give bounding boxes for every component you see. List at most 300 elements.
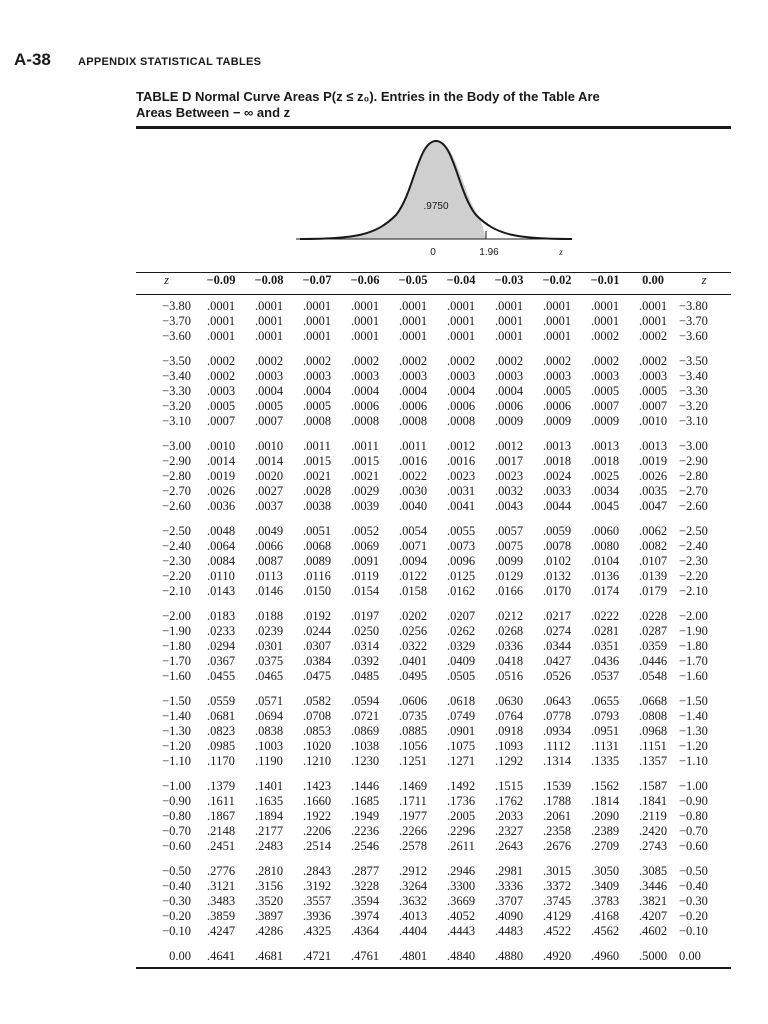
area-cell: .4168 [590, 909, 620, 923]
area-cell: .0040 [398, 499, 428, 513]
row-z-label-right: −3.80 [679, 299, 708, 313]
row-z-label: −3.00 [162, 439, 191, 453]
area-cell: .1841 [638, 794, 668, 808]
area-cell: .0735 [398, 709, 428, 723]
row-z-label: −2.40 [162, 539, 191, 553]
area-cell: .0132 [542, 569, 572, 583]
row-z-label-right: −1.10 [679, 754, 708, 768]
area-cell: .3483 [206, 894, 236, 908]
area-cell: .0170 [542, 584, 572, 598]
area-cell: .0047 [638, 499, 668, 513]
area-cell: .0694 [254, 709, 284, 723]
row-z-label: −0.50 [162, 864, 191, 878]
area-cell: .0009 [590, 414, 620, 428]
area-cell: .1587 [638, 779, 668, 793]
area-cell: .0001 [590, 299, 620, 313]
area-cell: .4443 [446, 924, 476, 938]
row-z-label-right: −3.00 [679, 439, 708, 453]
table-body [136, 291, 731, 964]
table-row [136, 909, 731, 924]
area-cell: .0001 [494, 329, 524, 343]
area-cell: .0043 [494, 499, 524, 513]
area-cell: .4721 [302, 949, 332, 963]
row-z-label-right: 0.00 [679, 949, 701, 963]
area-cell: .0505 [446, 669, 476, 683]
area-cell: .0052 [350, 524, 380, 538]
area-cell: .0002 [206, 369, 236, 383]
area-cell: .1075 [446, 739, 476, 753]
area-cell: .4522 [542, 924, 572, 938]
area-cell: .0020 [254, 469, 284, 483]
area-cell: .0307 [302, 639, 332, 653]
area-cell: .4207 [638, 909, 668, 923]
area-cell: .0055 [446, 524, 476, 538]
area-label: .9750 [423, 201, 449, 212]
area-cell: .0033 [542, 484, 572, 498]
area-cell: .0021 [350, 469, 380, 483]
area-cell: .0014 [254, 454, 284, 468]
area-cell: .0268 [494, 624, 524, 638]
area-cell: .4602 [638, 924, 668, 938]
area-cell: .2033 [494, 809, 524, 823]
row-z-label-right: −1.70 [679, 654, 708, 668]
table-row [136, 839, 731, 854]
table-row [136, 539, 731, 554]
row-z-label: −3.30 [162, 384, 191, 398]
column-header: −0.09 [206, 272, 236, 287]
table-row [136, 554, 731, 569]
area-cell: .0001 [254, 329, 284, 343]
row-z-label: −1.30 [162, 724, 191, 738]
area-cell: .2743 [638, 839, 668, 853]
area-cell: .3897 [254, 909, 284, 923]
row-z-label: −0.60 [162, 839, 191, 853]
area-cell: .0006 [446, 399, 476, 413]
area-cell: .0064 [206, 539, 236, 553]
area-cell: .0244 [302, 624, 332, 638]
area-cell: .0643 [542, 694, 572, 708]
area-cell: .0002 [638, 329, 668, 343]
area-cell: .0571 [254, 694, 284, 708]
row-z-label: −0.30 [162, 894, 191, 908]
area-cell: .1112 [543, 739, 571, 753]
area-cell: .0084 [206, 554, 236, 568]
area-cell: .0028 [302, 484, 332, 498]
row-z-label: −1.80 [162, 639, 191, 653]
area-cell: .0066 [254, 539, 284, 553]
area-cell: .0143 [206, 584, 236, 598]
area-cell: .0838 [254, 724, 284, 738]
column-header-row [136, 269, 731, 291]
table-row [136, 329, 731, 344]
area-cell: .0446 [638, 654, 668, 668]
area-cell: .1401 [254, 779, 284, 793]
area-cell: .2611 [447, 839, 475, 853]
area-cell: .0007 [206, 414, 236, 428]
area-cell: .0022 [398, 469, 428, 483]
area-cell: .0026 [638, 469, 668, 483]
area-cell: .0233 [206, 624, 236, 638]
row-z-label-right: −1.00 [679, 779, 708, 793]
row-z-label: −2.00 [162, 609, 191, 623]
table-title-line-1: TABLE D Normal Curve Areas P(z ≤ z₀). Entries in the Body of the Table Are [136, 89, 600, 104]
table-row [136, 609, 731, 624]
area-cell: .0250 [350, 624, 380, 638]
area-cell: .1190 [255, 754, 283, 768]
area-cell: .2546 [350, 839, 380, 853]
table-row [136, 499, 731, 514]
row-z-label-right: −1.30 [679, 724, 708, 738]
area-cell: .2877 [350, 864, 380, 878]
area-cell: .0934 [542, 724, 572, 738]
shaded-area [296, 141, 486, 239]
area-cell: .0001 [350, 314, 380, 328]
area-cell: .4761 [350, 949, 380, 963]
area-cell: .0001 [206, 299, 236, 313]
area-cell: .0016 [446, 454, 476, 468]
group-spacer-cell [136, 769, 731, 779]
area-cell: .4801 [398, 949, 428, 963]
area-cell: .0002 [590, 329, 620, 343]
area-cell: .0018 [590, 454, 620, 468]
area-cell: .0004 [398, 384, 428, 398]
area-cell: .0606 [398, 694, 428, 708]
area-cell: .0139 [638, 569, 668, 583]
area-cell: .0526 [542, 669, 572, 683]
row-z-label: −3.60 [162, 329, 191, 343]
table-row [136, 484, 731, 499]
area-cell: .0049 [254, 524, 284, 538]
area-cell: .0003 [446, 369, 476, 383]
area-cell: .2643 [494, 839, 524, 853]
area-cell: .3859 [206, 909, 236, 923]
area-cell: .1685 [350, 794, 380, 808]
row-z-label: −0.70 [162, 824, 191, 838]
area-cell: .0002 [206, 354, 236, 368]
running-head: APPENDIX STATISTICAL TABLES [78, 56, 262, 68]
table-row [136, 724, 731, 739]
area-cell: .0287 [638, 624, 668, 638]
row-z-label-right: −3.50 [679, 354, 708, 368]
area-cell: .2709 [590, 839, 620, 853]
area-cell: .2676 [542, 839, 572, 853]
area-cell: .0060 [590, 524, 620, 538]
row-z-label-right: −1.80 [679, 639, 708, 653]
area-cell: .0146 [254, 584, 284, 598]
area-cell: .0019 [638, 454, 668, 468]
area-cell: .0359 [638, 639, 668, 653]
area-cell: .0004 [254, 384, 284, 398]
row-z-label: −1.90 [162, 624, 191, 638]
row-z-label: 0.00 [169, 949, 191, 963]
area-cell: .0036 [206, 499, 236, 513]
table-title-line-2: Areas Between − ∞ and z [136, 105, 291, 120]
area-cell: .0708 [302, 709, 332, 723]
area-cell: .2296 [446, 824, 476, 838]
row-z-label: −2.20 [162, 569, 191, 583]
area-cell: .0003 [206, 384, 236, 398]
area-cell: .0681 [206, 709, 236, 723]
area-cell: .0110 [207, 569, 235, 583]
area-cell: .0384 [302, 654, 332, 668]
area-cell: .0094 [398, 554, 428, 568]
area-cell: .0002 [494, 354, 524, 368]
area-cell: .1736 [446, 794, 476, 808]
area-cell: .0001 [542, 299, 572, 313]
area-cell: .0003 [542, 369, 572, 383]
table-row [136, 709, 731, 724]
area-cell: .0044 [542, 499, 572, 513]
area-cell: .4325 [302, 924, 332, 938]
area-cell: .1230 [350, 754, 380, 768]
row-z-label-right: −0.70 [679, 824, 708, 838]
area-cell: .0409 [446, 654, 476, 668]
area-cell: .3707 [494, 894, 524, 908]
area-cell: .0025 [590, 469, 620, 483]
area-cell: .4483 [494, 924, 524, 938]
row-z-label-right: −2.70 [679, 484, 708, 498]
row-z-label: −2.80 [162, 469, 191, 483]
row-z-label-right: −2.60 [679, 499, 708, 513]
area-cell: .1357 [638, 754, 668, 768]
area-cell: .0006 [398, 399, 428, 413]
column-header-z-left: z [164, 272, 169, 287]
area-cell: .0367 [206, 654, 236, 668]
area-cell: .0008 [350, 414, 380, 428]
area-cell: .0166 [494, 584, 524, 598]
area-cell: .3156 [254, 879, 284, 893]
area-cell: .3192 [302, 879, 332, 893]
area-cell: .0548 [638, 669, 668, 683]
area-cell: .0041 [446, 499, 476, 513]
area-cell: .1056 [398, 739, 428, 753]
area-cell: .0006 [350, 399, 380, 413]
area-cell: .1314 [542, 754, 572, 768]
area-cell: .2327 [494, 824, 524, 838]
page-number: A-38 [14, 50, 51, 69]
area-cell: .0212 [494, 609, 524, 623]
row-z-label-right: −0.30 [679, 894, 708, 908]
area-cell: .1762 [494, 794, 524, 808]
area-cell: .1977 [398, 809, 428, 823]
axis-zero-label: 0 [430, 247, 436, 258]
row-z-label-right: −0.10 [679, 924, 708, 938]
area-cell: .0465 [254, 669, 284, 683]
area-cell: .0222 [590, 609, 620, 623]
area-cell: .2981 [494, 864, 524, 878]
column-header: −0.02 [542, 272, 572, 287]
area-cell: .0005 [302, 399, 332, 413]
table-row [136, 779, 731, 794]
area-cell: .0618 [446, 694, 476, 708]
area-cell: .0038 [302, 499, 332, 513]
row-z-label: −0.20 [162, 909, 191, 923]
area-cell: .0418 [494, 654, 524, 668]
area-cell: .1711 [399, 794, 427, 808]
area-cell: .2912 [398, 864, 428, 878]
axis-variable-label: z [559, 247, 563, 257]
area-cell: .0559 [206, 694, 236, 708]
area-cell: .0037 [254, 499, 284, 513]
area-cell: .3594 [350, 894, 380, 908]
area-cell: .0034 [590, 484, 620, 498]
area-cell: .0174 [590, 584, 620, 598]
row-z-label: −1.20 [162, 739, 191, 753]
area-cell: .3015 [542, 864, 572, 878]
area-cell: .2514 [302, 839, 332, 853]
area-cell: .0002 [254, 354, 284, 368]
row-z-label: −0.40 [162, 879, 191, 893]
column-header: −0.01 [590, 272, 620, 287]
area-cell: .0001 [398, 329, 428, 343]
row-z-label-right: −2.30 [679, 554, 708, 568]
row-z-label-right: −1.20 [679, 739, 708, 753]
column-header-z-right: z [701, 272, 707, 287]
area-cell: .0010 [638, 414, 668, 428]
row-z-label-right: −2.00 [679, 609, 708, 623]
area-cell: .0069 [350, 539, 380, 553]
area-cell: .2451 [206, 839, 236, 853]
area-cell: .1814 [590, 794, 620, 808]
column-header: −0.07 [302, 272, 332, 287]
area-cell: .1562 [590, 779, 620, 793]
area-cell: .0968 [638, 724, 668, 738]
area-cell: .0071 [398, 539, 428, 553]
row-z-label-right: −3.60 [679, 329, 708, 343]
area-cell: .0019 [206, 469, 236, 483]
area-cell: .0007 [638, 399, 668, 413]
group-spacer [136, 429, 731, 439]
area-cell: .0885 [398, 724, 428, 738]
area-cell: .0096 [446, 554, 476, 568]
area-cell: .0017 [494, 454, 524, 468]
title-rule [136, 126, 731, 129]
area-cell: .0823 [206, 724, 236, 738]
area-cell: .0985 [206, 739, 236, 753]
area-cell: .0104 [590, 554, 620, 568]
area-cell: .0001 [398, 299, 428, 313]
table-title [136, 89, 736, 121]
area-cell: .4364 [350, 924, 380, 938]
row-z-label: −2.10 [162, 584, 191, 598]
column-header: −0.04 [446, 272, 476, 287]
area-cell: .0005 [542, 384, 572, 398]
group-spacer [136, 854, 731, 864]
area-cell: .0001 [494, 299, 524, 313]
area-cell: .1469 [398, 779, 428, 793]
group-spacer [136, 769, 731, 779]
table-row [136, 754, 731, 769]
area-cell: .0314 [350, 639, 380, 653]
row-z-label-right: −0.90 [679, 794, 708, 808]
area-cell: .0495 [398, 669, 428, 683]
area-cell: .0001 [542, 314, 572, 328]
area-cell: .0951 [590, 724, 620, 738]
area-cell: .0045 [590, 499, 620, 513]
area-cell: .4840 [446, 949, 476, 963]
area-cell: .0197 [350, 609, 380, 623]
area-cell: .0087 [254, 554, 284, 568]
area-cell: .0002 [350, 354, 380, 368]
area-cell: .0032 [494, 484, 524, 498]
area-cell: .0401 [398, 654, 428, 668]
row-z-label-right: −2.20 [679, 569, 708, 583]
area-cell: .1922 [302, 809, 332, 823]
area-cell: .0869 [350, 724, 380, 738]
row-z-label: −3.70 [162, 314, 191, 328]
area-cell: .0029 [350, 484, 380, 498]
area-cell: .1515 [494, 779, 524, 793]
area-cell: .0082 [638, 539, 668, 553]
area-cell: .0136 [590, 569, 620, 583]
area-cell: .0001 [302, 299, 332, 313]
area-cell: .2236 [350, 824, 380, 838]
area-cell: .2578 [398, 839, 428, 853]
area-cell: .0015 [302, 454, 332, 468]
area-cell: .0003 [398, 369, 428, 383]
area-cell: .0009 [494, 414, 524, 428]
row-z-label: −1.50 [162, 694, 191, 708]
area-cell: .0003 [350, 369, 380, 383]
area-cell: .1867 [206, 809, 236, 823]
row-z-label-right: −3.20 [679, 399, 708, 413]
table-row [136, 739, 731, 754]
area-cell: .3050 [590, 864, 620, 878]
area-cell: .0107 [638, 554, 668, 568]
area-cell: .3669 [446, 894, 476, 908]
area-cell: .0485 [350, 669, 380, 683]
area-cell: .0537 [590, 669, 620, 683]
row-z-label: −3.80 [162, 299, 191, 313]
table-row [136, 794, 731, 809]
area-cell: .0099 [494, 554, 524, 568]
area-cell: .0003 [638, 369, 668, 383]
column-header: −0.05 [398, 272, 428, 287]
area-cell: .0012 [494, 439, 524, 453]
row-z-label: −1.70 [162, 654, 191, 668]
area-cell: .1949 [350, 809, 380, 823]
area-cell: .1038 [350, 739, 380, 753]
area-cell: .0427 [542, 654, 572, 668]
area-cell: .0594 [350, 694, 380, 708]
table-row [136, 584, 731, 599]
area-cell: .4247 [206, 924, 236, 938]
area-cell: .0274 [542, 624, 572, 638]
area-cell: .0113 [255, 569, 283, 583]
area-cell: .4090 [494, 909, 524, 923]
area-cell: .0007 [590, 399, 620, 413]
area-cell: .3520 [254, 894, 284, 908]
area-cell: .1635 [254, 794, 284, 808]
table-row [136, 949, 731, 964]
area-cell: .0015 [350, 454, 380, 468]
area-cell: .3821 [638, 894, 668, 908]
area-cell: .0262 [446, 624, 476, 638]
table-row [136, 879, 731, 894]
row-z-label-right: −0.80 [679, 809, 708, 823]
table-row [136, 569, 731, 584]
row-z-label: −3.50 [162, 354, 191, 368]
area-cell: .0001 [350, 329, 380, 343]
area-cell: .3085 [638, 864, 668, 878]
row-z-label: −1.60 [162, 669, 191, 683]
area-cell: .4681 [254, 949, 284, 963]
area-cell: .0013 [590, 439, 620, 453]
area-cell: .0005 [206, 399, 236, 413]
table-row [136, 354, 731, 369]
area-cell: .0013 [542, 439, 572, 453]
area-cell: .0256 [398, 624, 428, 638]
